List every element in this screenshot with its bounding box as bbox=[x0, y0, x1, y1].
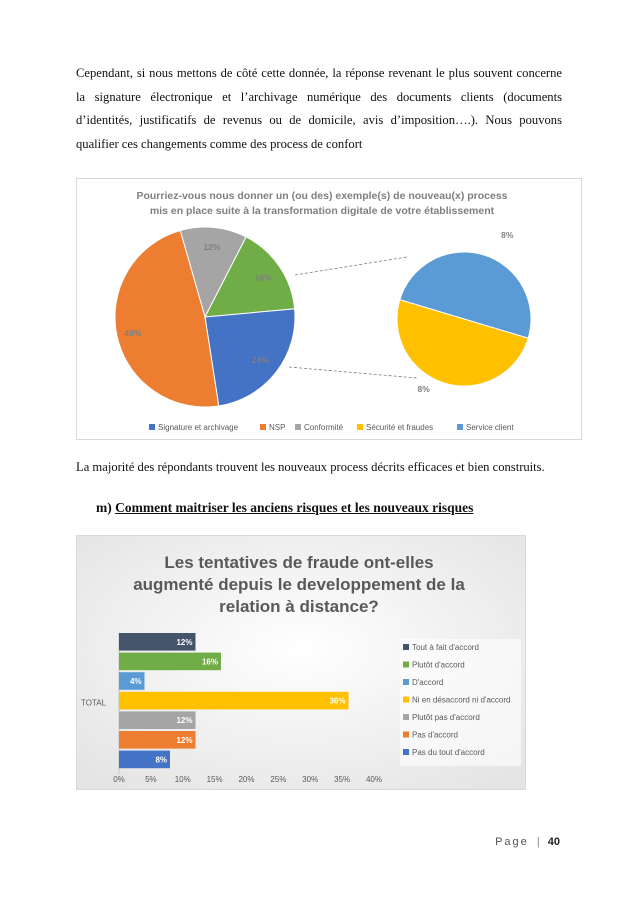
pie-connector-line bbox=[289, 367, 417, 378]
bar-chart-title-line-3: relation à distance? bbox=[219, 597, 379, 616]
legend-swatch bbox=[403, 714, 409, 720]
legend-label: Plutôt d'accord bbox=[412, 660, 465, 670]
paragraph-intro: Cependant, si nous mettons de côté cette donnée, la réponse revenant le plus souvent concerne la signature électronique et l’archivage numérique des documents clients (documents d’identités, justificatifs de revenus ou de domicile, avis d’imposition….). Nous pouvons qualifier ces changements comme des process de confort bbox=[76, 66, 562, 151]
section-marker: m) bbox=[96, 500, 112, 515]
legend-swatch bbox=[403, 662, 409, 668]
bar-data-label: 8% bbox=[155, 755, 167, 765]
pie-slice bbox=[205, 309, 295, 406]
x-tick-label: 35% bbox=[334, 775, 351, 784]
bar-data-label: 12% bbox=[176, 637, 193, 647]
pie-connector-line bbox=[295, 257, 407, 275]
bar-data-label: 12% bbox=[176, 735, 193, 745]
legend-swatch bbox=[403, 732, 409, 738]
legend-label: Sécurité et fraudes bbox=[366, 423, 434, 432]
legend-label: NSP bbox=[269, 423, 286, 432]
x-tick-label: 0% bbox=[113, 775, 125, 784]
legend-label: Signature et archivage bbox=[158, 423, 239, 432]
footer-label: Page bbox=[495, 836, 529, 848]
x-tick-label: 30% bbox=[302, 775, 319, 784]
pie-chart-svg bbox=[77, 179, 581, 439]
pie-chart-title-line-2: mis en place suite à la transformation digitale de votre établissement bbox=[149, 205, 495, 217]
secondary-pie-data-label: 8% bbox=[501, 230, 514, 241]
pie-data-label: 48% bbox=[124, 327, 142, 338]
bar bbox=[119, 692, 349, 710]
pie-data-label: 16% bbox=[254, 272, 272, 283]
legend-label: Tout à fait d'accord bbox=[412, 643, 479, 652]
x-tick-label: 10% bbox=[174, 775, 191, 784]
x-tick-label: 5% bbox=[145, 775, 157, 784]
bar-chart-title-line-1: Les tentatives de fraude ont-elles bbox=[164, 553, 434, 572]
y-category-label: TOTAL bbox=[81, 698, 107, 708]
legend-swatch bbox=[457, 424, 463, 430]
bar-chart-title-line-2: augmenté depuis le developpement de la bbox=[133, 575, 465, 594]
legend-label: Service client bbox=[466, 423, 514, 432]
legend-swatch bbox=[403, 644, 409, 650]
x-tick-label: 20% bbox=[238, 775, 255, 784]
legend-swatch bbox=[260, 424, 266, 430]
section-title: Comment maitriser les anciens risques et les nouveaux risques bbox=[115, 500, 474, 515]
x-tick-label: 40% bbox=[365, 775, 383, 784]
legend-swatch bbox=[295, 424, 301, 430]
pie-data-label: 12% bbox=[203, 242, 221, 253]
legend-label: Plutôt pas d'accord bbox=[412, 713, 480, 722]
x-tick-label: 25% bbox=[270, 775, 287, 784]
paragraph-conclusion: La majorité des répondants trouvent les nouveaux process décrits efficaces et bien construits. bbox=[76, 460, 545, 474]
legend-label: D'accord bbox=[412, 678, 444, 687]
pie-chart-title-line-1: Pourriez-vous nous donner un (ou des) exemple(s) de nouveau(x) process bbox=[136, 190, 508, 202]
legend-swatch bbox=[403, 697, 409, 703]
x-tick-label: 15% bbox=[206, 775, 223, 784]
pie-of-pie-chart bbox=[76, 178, 582, 440]
footer-separator: | bbox=[536, 836, 540, 848]
fraud-bar-chart bbox=[76, 535, 526, 790]
pie-data-label: 24% bbox=[251, 355, 269, 366]
legend-label: Ni en désaccord ni d'accord bbox=[412, 695, 511, 705]
page-number: 40 bbox=[547, 836, 560, 848]
legend-swatch bbox=[403, 749, 409, 755]
bar-chart-svg bbox=[77, 536, 525, 789]
legend-label: Conformité bbox=[304, 423, 344, 432]
page-footer bbox=[495, 836, 560, 848]
legend-label: Pas d'accord bbox=[412, 730, 458, 740]
secondary-pie-data-label: 8% bbox=[417, 383, 430, 394]
legend-swatch bbox=[149, 424, 155, 430]
legend-swatch bbox=[357, 424, 363, 430]
legend-label: Pas du tout d'accord bbox=[412, 748, 485, 757]
bar-data-label: 4% bbox=[129, 677, 142, 686]
section-heading bbox=[96, 500, 473, 516]
bar-data-label: 16% bbox=[201, 657, 218, 667]
legend-swatch bbox=[403, 679, 409, 685]
bar-data-label: 36% bbox=[329, 696, 346, 706]
bar-data-label: 12% bbox=[176, 716, 193, 726]
